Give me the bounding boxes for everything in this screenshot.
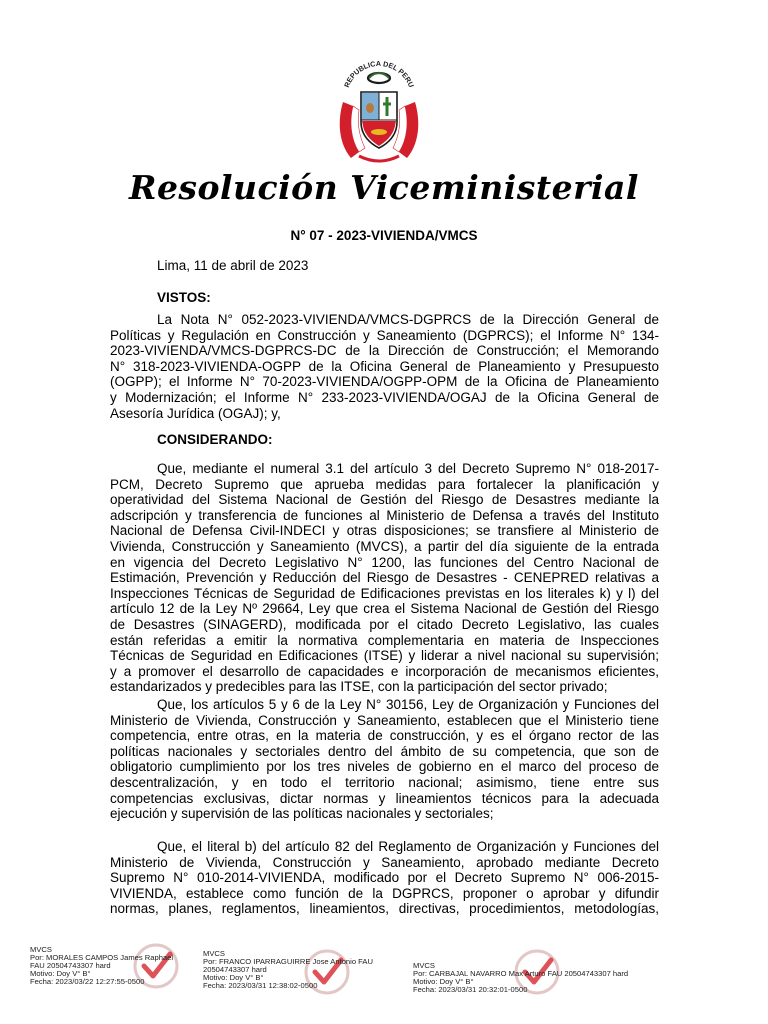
text-line: Que, el literal b) del artículo 82 del Reglamento de Organización y Funciones del xyxy=(157,839,659,854)
text-line: estandarizados y predecibles para las ITSE, con la participación del sector privado; xyxy=(110,679,608,695)
document-title: Resolución Viceministerial xyxy=(129,168,639,207)
signature-signer: Por: FRANCO IPARRAGUIRRE Jose Antonio FAU xyxy=(203,957,373,967)
text-line: Ministerio de Vivienda, Construcción y Saneamiento, establecen que el Ministerio tiene xyxy=(110,712,659,728)
text-line: Que, mediante el numeral 3.1 del artículo 3 del Decreto Supremo N° 018-2017- xyxy=(157,461,659,476)
signature-signer: Por: CARBAJAL NAVARRO Max Arturo FAU 20504743307 hard xyxy=(413,969,629,979)
signature-signer: Por: MORALES CAMPOS James Raphael xyxy=(30,953,174,963)
text-line: Supremo N° 010-2014-VIVIENDA, modificado por el Decreto Supremo N° 006-2015- xyxy=(110,870,659,886)
text-line: N° 318-2023-VIVIENDA-OGPP de la Oficina General de Planeamiento y Presupuesto xyxy=(110,358,659,374)
text-line: competencias exclusivas, dictar normas y lineamientos técnicos para la adecuada xyxy=(110,790,659,806)
signature-date: Fecha: 2023/03/22 12:27:55-0500 xyxy=(30,977,145,987)
text-line: VIVIENDA, establece como función de la DGPRCS, proponer o aprobar y difundir xyxy=(110,885,659,901)
text-line: de Desastres (SINAGERD), modificada por el citado Decreto Legislativo, las cuales xyxy=(110,616,659,632)
considerando-paragraph-3 xyxy=(110,839,659,917)
considerando-paragraph-2 xyxy=(110,697,659,822)
text-line: Políticas y Regulación en Construcción y Saneamiento (DGPRCS); el Informe N° 134- xyxy=(110,327,659,343)
text-line: y Modernización; el Informe N° 233-2023-VIVIENDA/OGAJ de la Oficina General de xyxy=(110,389,659,405)
text-line: en vigencia del Decreto Legislativo N° 1200, las funciones del Centro Nacional de xyxy=(110,554,659,570)
seal-inscription: REPUBLICA DEL PERU xyxy=(342,58,416,89)
peru-coat-of-arms-seal xyxy=(329,52,429,170)
signature-reason: Motivo: Doy V° B° xyxy=(203,973,264,983)
vistos-heading: VISTOS: xyxy=(157,290,211,305)
signature-entity: MVCS xyxy=(413,961,435,970)
text-line: Que, los artículos 5 y 6 de la Ley N° 30156, Ley de Organización y Funciones del xyxy=(157,697,659,712)
considerando-heading: CONSIDERANDO: xyxy=(157,432,273,447)
vistos-paragraph xyxy=(110,312,659,421)
resolution-number: N° 07 - 2023-VIVIENDA/VMCS xyxy=(290,228,478,243)
text-line: políticas nacionales y sectoriales dentro del ámbito de su competencia, que son de xyxy=(110,743,659,759)
signature-entity: MVCS xyxy=(30,945,52,954)
text-line: Vivienda, Construcción y Saneamiento (MVCS), a partir del día siguiente de la entrada xyxy=(110,538,659,554)
signature-date: Fecha: 2023/03/31 12:38:02-0500 xyxy=(203,981,318,991)
text-line: normas, planes, reglamentos, lineamientos, directivas, procedimientos, metodologías, xyxy=(110,901,659,917)
text-line: descentralización, y en todo el territorio nacional; asimismo, tiene entre sus xyxy=(110,774,659,790)
date-line: Lima, 11 de abril de 2023 xyxy=(157,258,309,273)
text-line: (OGPP); el Informe N° 70-2023-VIVIENDA/OGPP-OPM de la Oficina de Planeamiento xyxy=(110,374,659,390)
signature-id: 20504743307 hard xyxy=(203,965,267,975)
text-line: y a promover el desarrollo de capacidades e incorporación de mecanismos eficientes, xyxy=(110,663,659,679)
digital-signature-1 xyxy=(30,946,173,986)
text-line: La Nota N° 052-2023-VIVIENDA/VMCS-DGPRCS de la Dirección General de xyxy=(157,312,659,327)
text-line: Asesoría Jurídica (OGAJ); y, xyxy=(110,405,281,421)
text-line: Ministerio de Vivienda, Construcción y Saneamiento, aprobado mediante Decreto xyxy=(110,854,659,870)
signature-reason: Motivo: Doy V° B° xyxy=(413,977,474,987)
digital-signature-3 xyxy=(413,962,628,994)
text-line: operatividad del Sistema Nacional de Gestión del Riesgo de Desastres mediante la xyxy=(110,492,659,508)
text-line: ejecución y supervisión de las políticas nacionales y sectoriales; xyxy=(110,806,494,822)
text-line: artículo 12 de la Ley Nº 29664, Ley que crea el Sistema Nacional de Gestión del Riesgo xyxy=(110,601,659,617)
text-line: obligatorio cumplimiento por los tres niveles de gobierno en el marco del proceso de xyxy=(110,759,659,775)
signature-date: Fecha: 2023/03/31 20:32:01-0500 xyxy=(413,985,528,995)
signature-entity: MVCS xyxy=(203,949,225,958)
digital-signature-2 xyxy=(203,950,373,990)
text-line: Inspecciones Técnicas de Seguridad de Edificaciones previstas en los literales k) y l) del xyxy=(110,585,659,601)
signature-id: FAU 20504743307 hard xyxy=(30,961,111,971)
signature-reason: Motivo: Doy V° B° xyxy=(30,969,91,979)
text-line: están referidas a emitir la normativa complementaria en materia de Inspecciones xyxy=(110,632,659,648)
text-line: PCM, Decreto Supremo que aprueba medidas para fortalecer la planificación y xyxy=(110,476,659,492)
text-line: 2023-VIVIENDA/VMCS-DGPRCS-DC de la Dirección de Construcción; el Memorando xyxy=(110,343,659,359)
text-line: Nacional de Defensa Civil-INDECI y otras disposiciones; se transfiere al Ministerio de xyxy=(110,523,659,539)
text-line: adscripción y transferencia de funciones al Ministerio de Defensa a través del Instituto xyxy=(110,507,659,523)
text-line: competencia, entre otras, en la materia de construcción, y es el órgano rector de las xyxy=(110,728,659,744)
considerando-paragraph-1 xyxy=(110,461,659,695)
text-line: Estimación, Prevención y Reducción del Riesgo de Desastres - CENEPRED relativas a xyxy=(110,570,659,586)
text-line: Técnicas de Seguridad en Edificaciones (ITSE) y liderar a nivel nacional su supervisión; xyxy=(110,648,659,664)
